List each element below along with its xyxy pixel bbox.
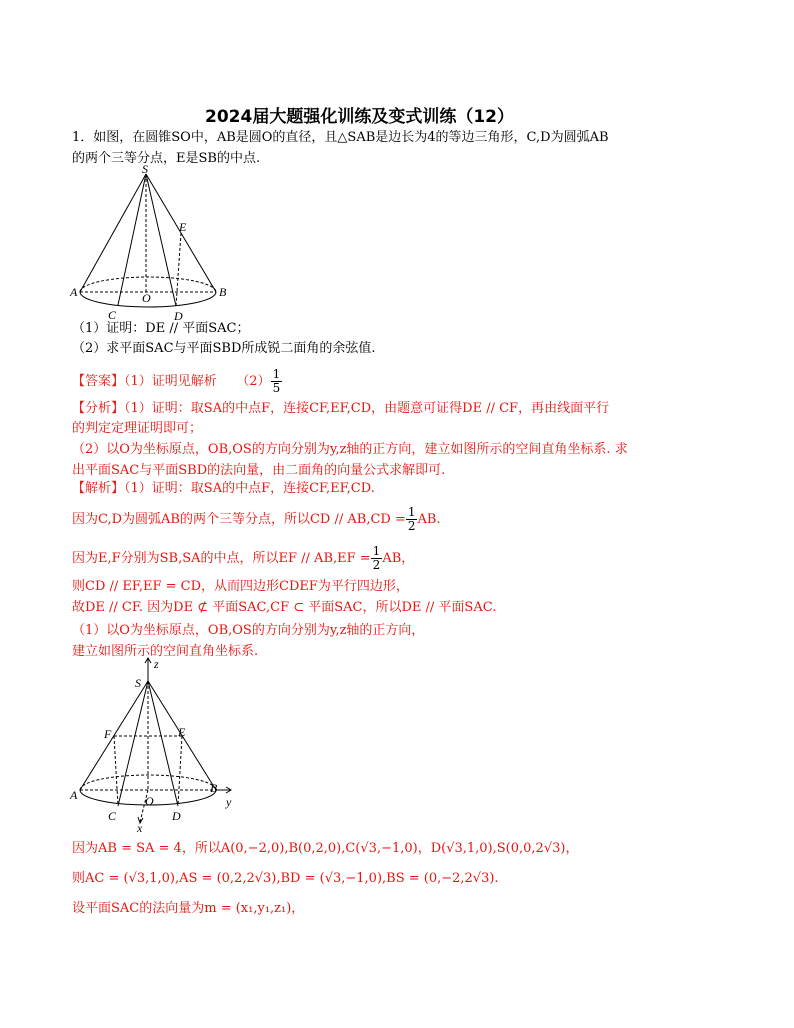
label-c: C (108, 809, 117, 823)
solution-text-2a: 因为C,D为圆弧AB的两个三等分点，所以CD // AB,CD = (72, 512, 406, 527)
edge-sc (118, 174, 146, 305)
label-s: S (142, 162, 148, 176)
cone-figure-2 (68, 656, 248, 836)
solution-line-8: 因为AB = SA = 4，所以A(0,−2,0),B(0,2,0),C(√3,−1,0)，D(√3,1,0),S(0,0,2√3)， (72, 841, 579, 856)
label-o: O (145, 794, 154, 808)
solution-line-2 (72, 506, 441, 533)
analysis-line-3: （2）以O为坐标原点，OB,OS的方向分别为y,z轴的正方向，建立如图所示的空间直角坐标系. 求 (72, 442, 628, 457)
half-num-1: 1 (407, 505, 416, 519)
solution-line-9: 则AC = (√3,1,0),AS = (0,2,2√3),BD = (√3,−1,0),BS = (0,−2,2√3). (72, 871, 499, 886)
label-y: y (226, 795, 232, 809)
analysis-line-1 (72, 400, 609, 418)
half-num-2: 1 (372, 544, 381, 558)
edge-sa (80, 174, 146, 292)
label-c: C (108, 308, 117, 322)
answer-tag: 【答案】 (72, 374, 125, 389)
solution-text-1: （1）证明：取SA的中点F，连接CF,EF,CD. (124, 481, 375, 496)
label-e: E (179, 220, 187, 234)
label-s: S (135, 676, 141, 690)
edge-sd (146, 174, 176, 306)
solution-text-2b: AB. (417, 512, 441, 527)
answer-line (72, 368, 282, 395)
analysis-text-1: （1）证明：取SA的中点F，连接CF,EF,CD，由题意可证得DE // CF，再由线面平行 (124, 401, 610, 416)
half-fraction-2 (371, 545, 383, 572)
answer-frac-num: 1 (272, 367, 281, 381)
solution-line-5: 故DE // CF. 因为DE ⊄ 平面SAC,CF ⊂ 平面SAC，所以DE // 平面SAC. (72, 600, 497, 615)
label-a: A (70, 788, 78, 802)
label-a: A (70, 285, 78, 299)
label-o: O (142, 291, 151, 305)
solution-text-3a: 因为E,F分别为SB,SA的中点，所以EF // AB,EF = (72, 551, 371, 566)
label-b: B (210, 781, 218, 795)
edge-sd (148, 681, 178, 806)
edge-sc (118, 681, 148, 806)
solution-tag: 【解析】 (72, 481, 125, 496)
cone-figure-1 (68, 162, 238, 327)
solution-line-7: 建立如图所示的空间直角坐标系. (72, 644, 259, 659)
analysis-line-2: 的判定定理证明即可； (72, 421, 203, 436)
solution-line-10: 设平面SAC的法向量为m = (x₁,y₁,z₁)， (72, 901, 305, 916)
problem-line-2: 的两个三等分点，E是SB的中点. (72, 151, 261, 166)
label-f: F (104, 727, 112, 741)
segment-cf (114, 736, 118, 806)
label-b: B (219, 285, 227, 299)
answer-frac-den: 5 (272, 381, 281, 395)
answer-fraction (271, 368, 283, 395)
answer-text: （1）证明见解析 （2） (124, 374, 271, 389)
label-z: z (154, 657, 159, 671)
solution-text-3b: AB， (382, 551, 415, 566)
question-part-1: （1）证明：DE // 平面SAC； (72, 321, 250, 336)
segment-de (176, 233, 181, 306)
label-e: E (178, 725, 186, 739)
half-fraction-1 (406, 506, 418, 533)
page-title: 2024届大题强化训练及变式训练（12） (205, 107, 514, 127)
half-den-2: 2 (372, 558, 381, 572)
question-part-2: （2）求平面SAC与平面SBD所成锐二面角的余弦值. (72, 341, 376, 356)
solution-line-6: （1）以O为坐标原点，OB,OS的方向分别为y,z轴的正方向， (72, 623, 425, 638)
segment-ed (178, 736, 182, 806)
label-d: D (172, 809, 181, 823)
base-back-arc (80, 277, 216, 292)
solution-line-3 (72, 545, 414, 572)
solution-line-4: 则CD // EF,EF = CD，从而四边形CDEF为平行四边形， (72, 579, 409, 594)
problem-line-1: 1．如图，在圆锥SO中，AB是圆O的直径，且△SAB是边长为4的等边三角形，C,D为圆弧AB (72, 130, 609, 145)
label-d: D (174, 309, 183, 323)
label-x: x (137, 821, 143, 835)
analysis-tag: 【分析】 (72, 401, 125, 416)
analysis-line-4: 出平面SAC与平面SBD的法向量，由二面角的向量公式求解即可. (72, 463, 446, 478)
half-den-1: 2 (407, 519, 416, 533)
solution-line-1 (72, 480, 375, 498)
